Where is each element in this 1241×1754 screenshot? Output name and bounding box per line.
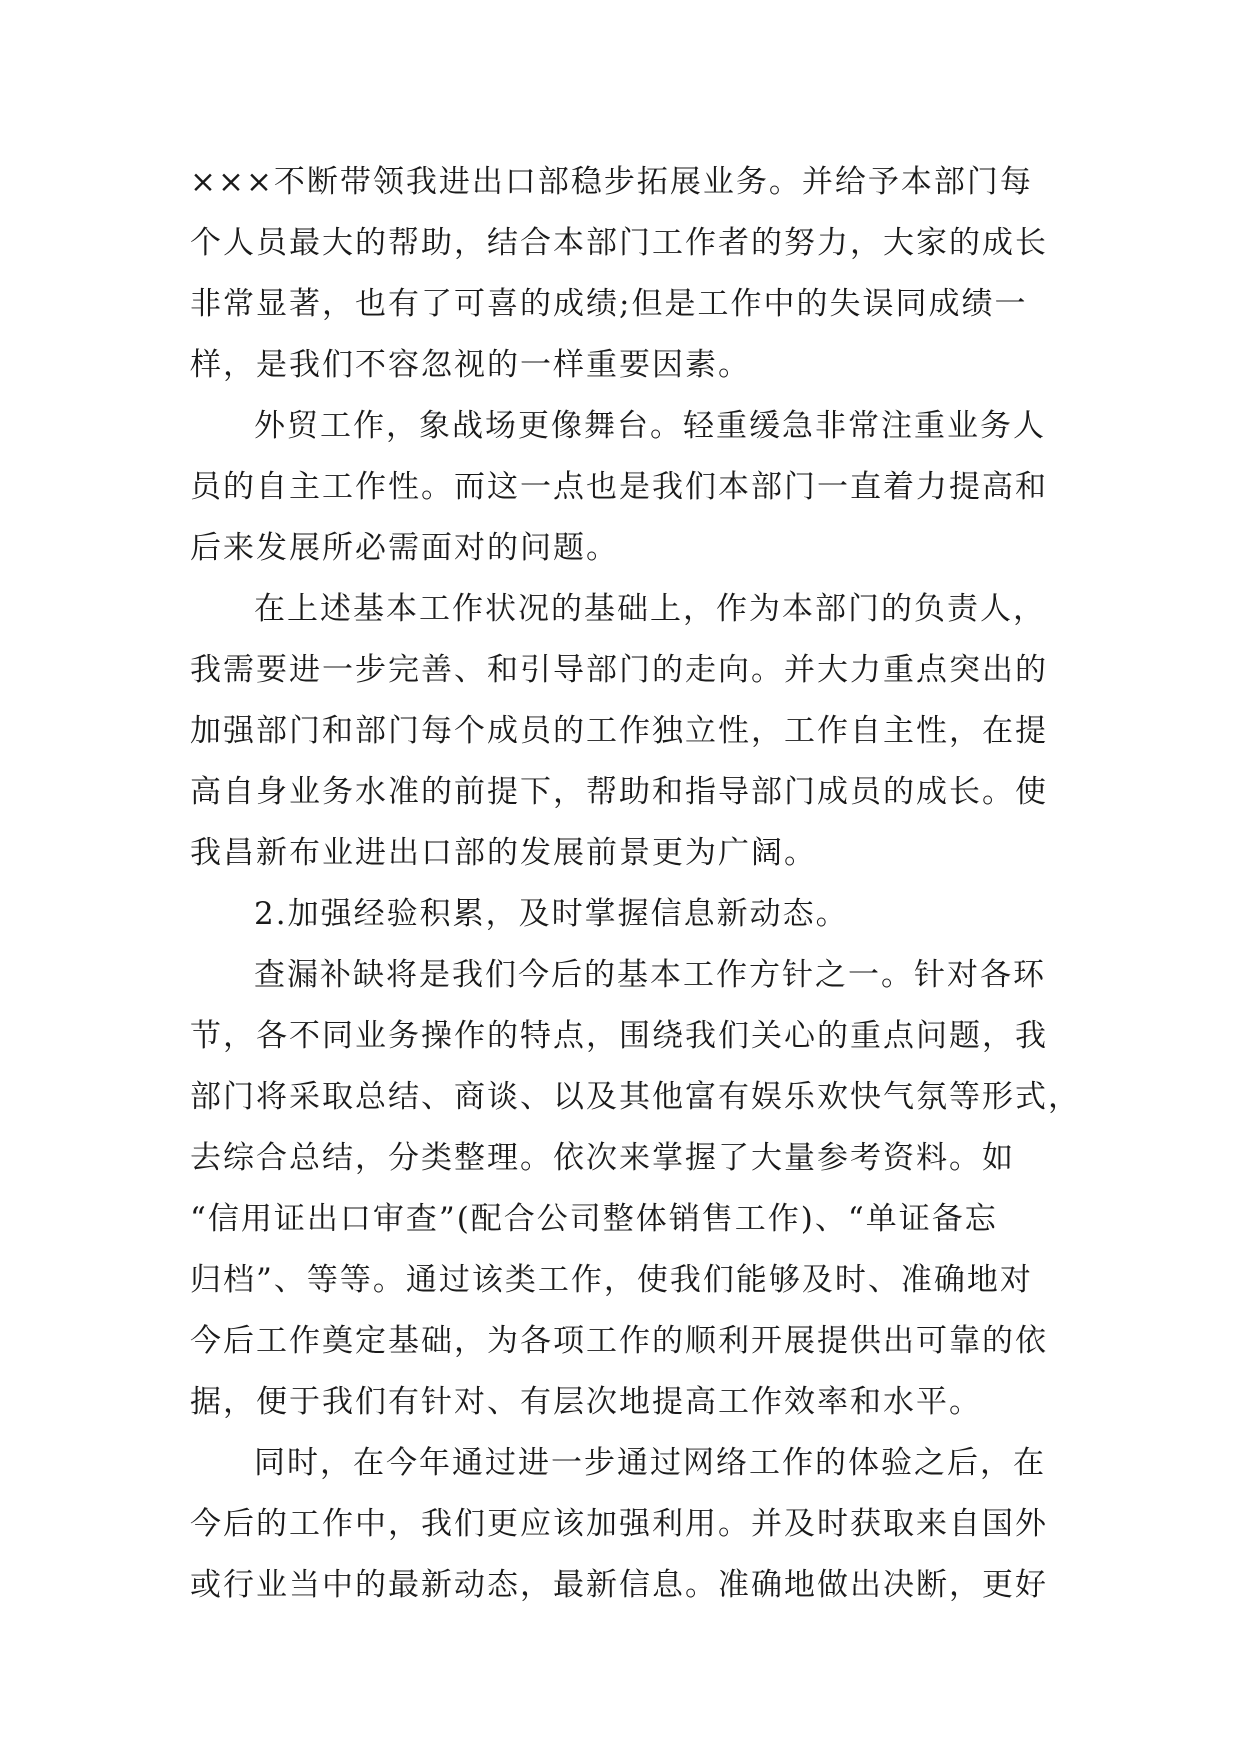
text-line: 查漏补缺将是我们今后的基本工作方针之一。针对各环 (254, 957, 1046, 993)
text-line: 员的自主工作性。而这一点也是我们本部门一直着力提高和 (190, 469, 1048, 505)
text-line: “信用证出口审查”(配合公司整体销售工作)、“单证备忘 (190, 1201, 998, 1237)
text-line: 今后工作奠定基础，为各项工作的顺利开展提供出可靠的依 (190, 1323, 1048, 1359)
document-body (190, 152, 1081, 1616)
text-line: 外贸工作，象战场更像舞台。轻重缓急非常注重业务人 (254, 408, 1046, 444)
text-line: 我昌新布业进出口部的发展前景更为广阔。 (190, 835, 817, 871)
text-line: 2.加强经验积累，及时掌握信息新动态。 (254, 896, 849, 932)
text-line: 在上述基本工作状况的基础上，作为本部门的负责人， (254, 591, 1046, 627)
text-line: 高自身业务水准的前提下，帮助和指导部门成员的成长。使 (190, 774, 1048, 810)
text-line: 非常显著，也有了可喜的成绩;但是工作中的失误同成绩一 (190, 286, 1028, 322)
text-line: 今后的工作中，我们更应该加强利用。并及时获取来自国外 (190, 1506, 1048, 1542)
text-line: 归档”、等等。通过该类工作，使我们能够及时、准确地对 (190, 1262, 1033, 1298)
text-line: 去综合总结，分类整理。依次来掌握了大量参考资料。如 (190, 1140, 1015, 1176)
text-line: 部门将采取总结、商谈、以及其他富有娱乐欢快气氛等形式， (190, 1079, 1081, 1115)
text-line: 样，是我们不容忽视的一样重要因素。 (190, 347, 751, 383)
text-line: 我需要进一步完善、和引导部门的走向。并大力重点突出的 (190, 652, 1048, 688)
text-line: 据，便于我们有针对、有层次地提高工作效率和水平。 (190, 1384, 982, 1420)
text-line: 或行业当中的最新动态，最新信息。准确地做出决断，更好 (190, 1567, 1048, 1603)
text-line: 后来发展所必需面对的问题。 (190, 530, 619, 566)
text-line: 同时，在今年通过进一步通过网络工作的体验之后，在 (254, 1445, 1046, 1481)
text-line: 个人员最大的帮助，结合本部门工作者的努力，大家的成长 (190, 225, 1048, 261)
text-line: 节，各不同业务操作的特点，围绕我们关心的重点问题，我 (190, 1018, 1048, 1054)
text-line: 加强部门和部门每个成员的工作独立性，工作自主性，在提 (190, 713, 1048, 749)
text-line: ×××不断带领我进出口部稳步拓展业务。并给予本部门每 (190, 164, 1033, 200)
